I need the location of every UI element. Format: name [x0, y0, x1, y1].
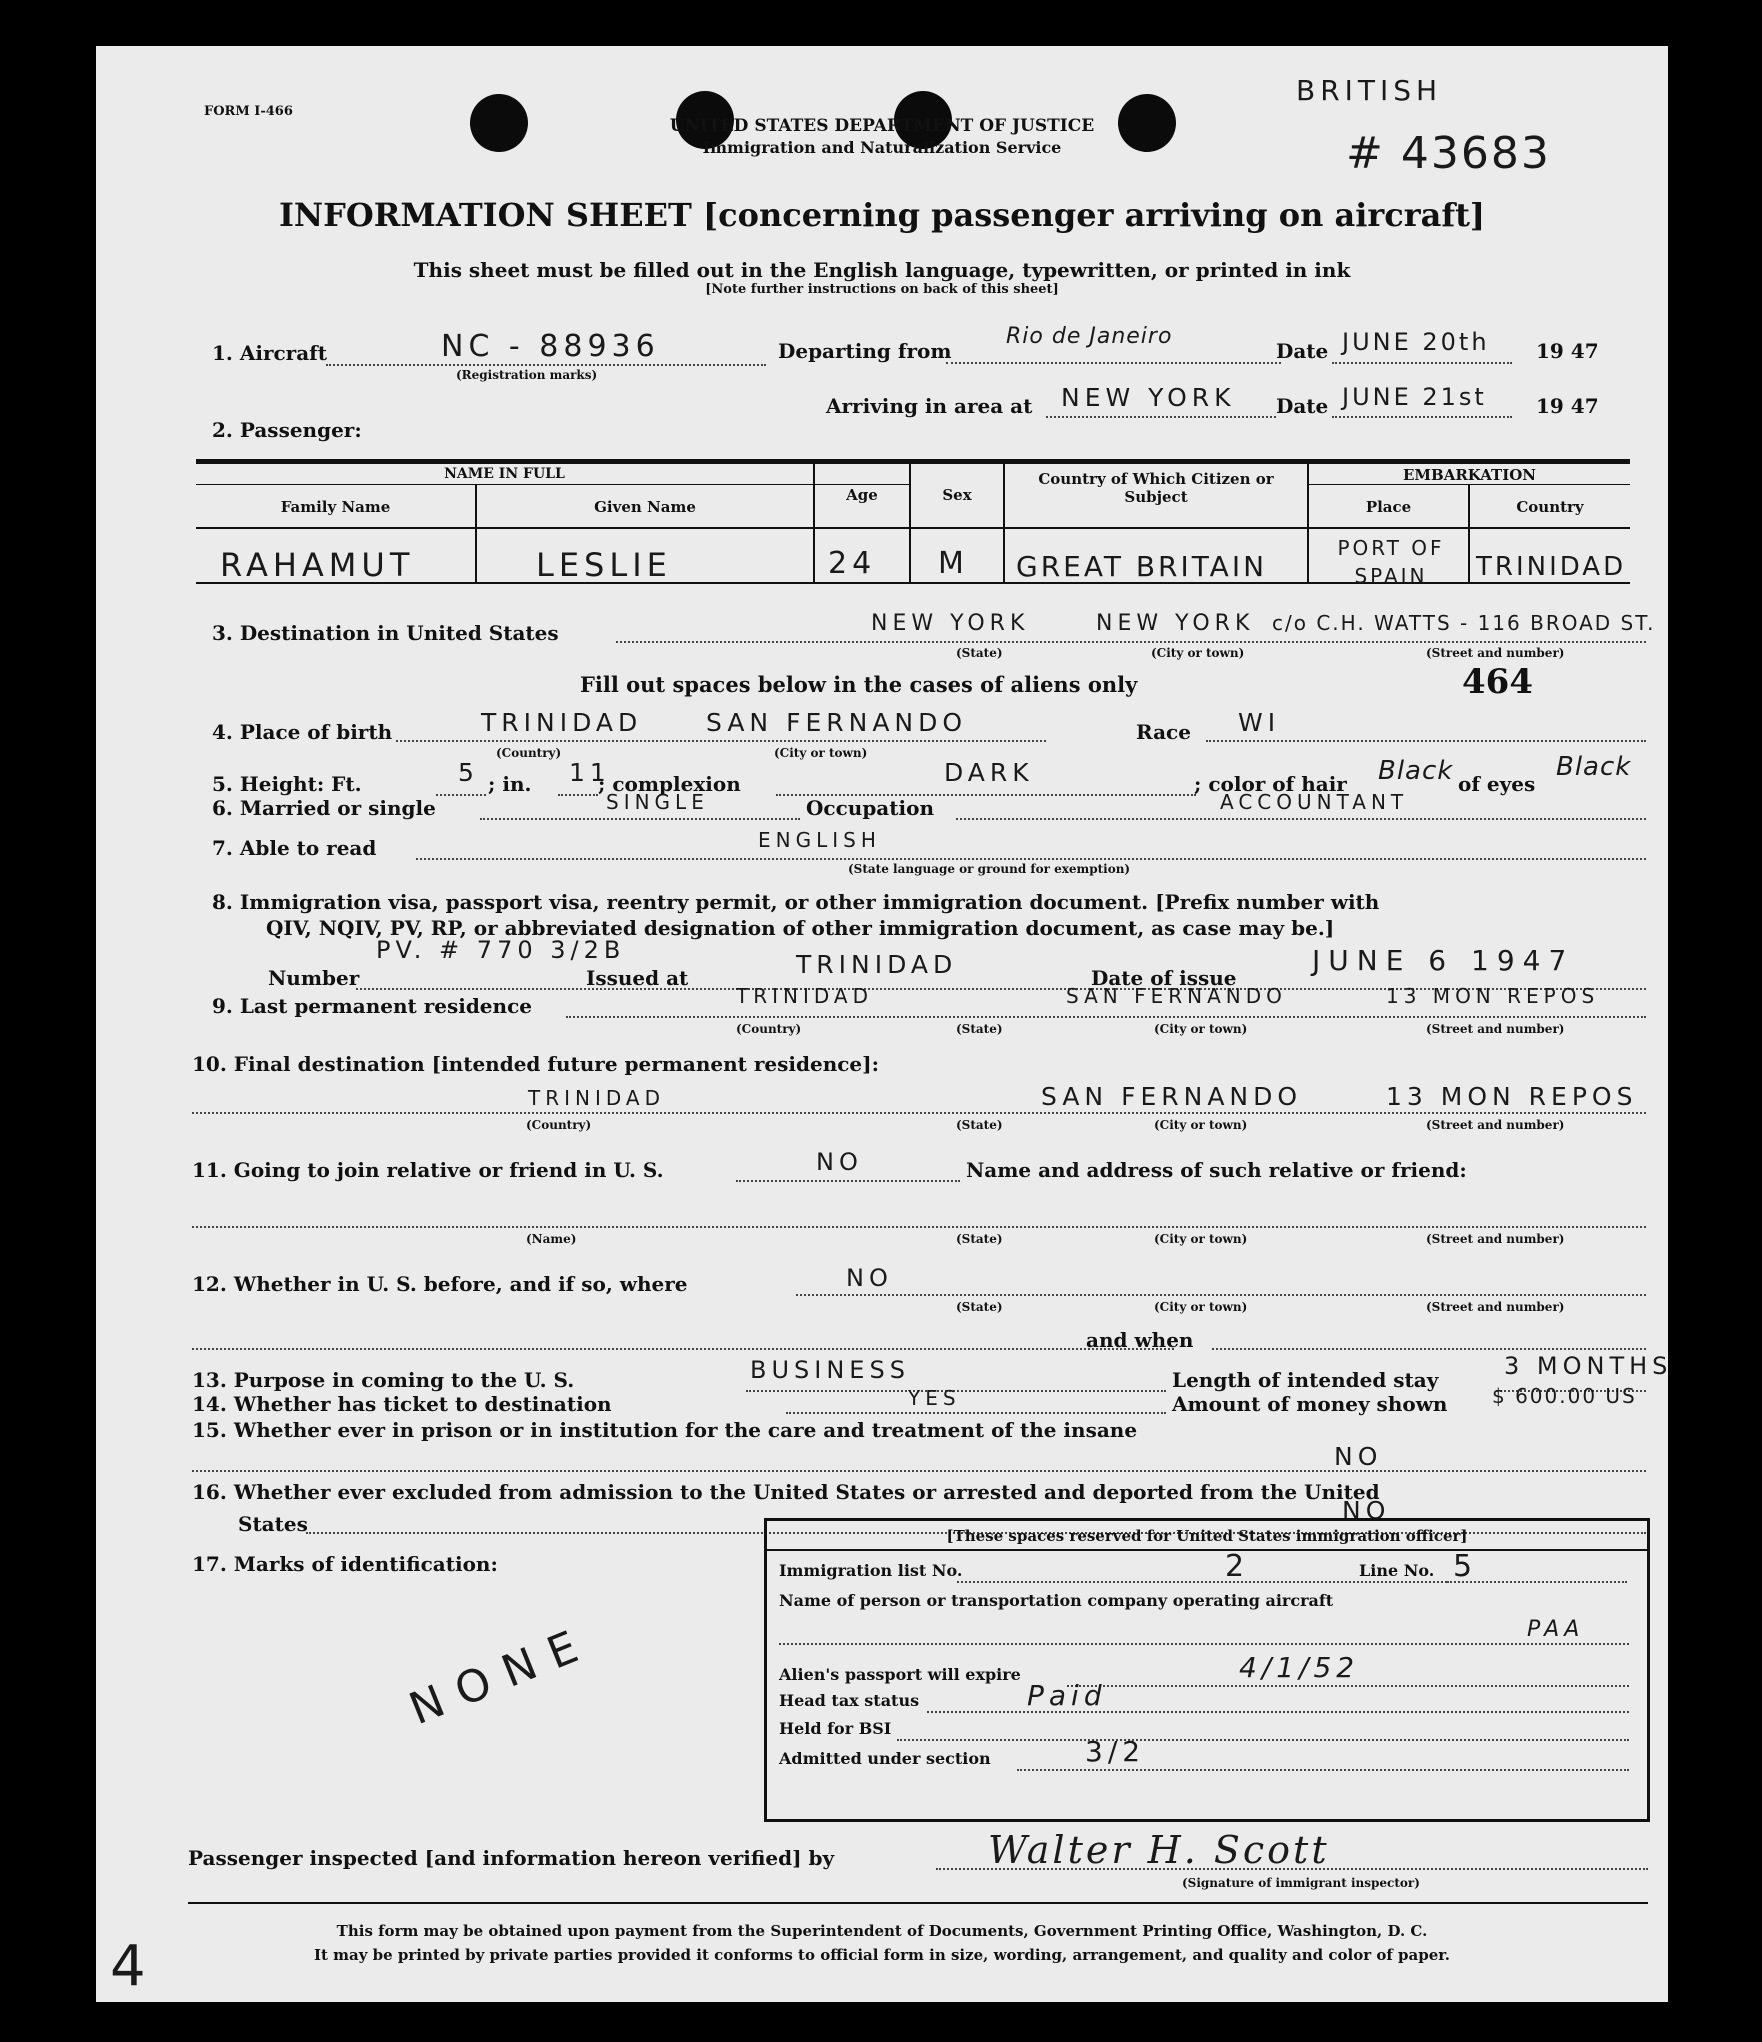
issue-date-label: Date of issue [1091, 966, 1237, 990]
family-name-header: Family Name [280, 498, 391, 516]
stamp-number: 464 [1462, 662, 1533, 702]
last-res-city: SAN FERNANDO [1066, 984, 1287, 1008]
pv-state-caption: (State) [956, 1300, 1003, 1314]
agency: UNITED STATES DEPARTMENT OF JUSTICE [669, 116, 1095, 136]
lr-city-caption: (City or town) [1154, 1022, 1248, 1036]
document-page [96, 46, 1673, 2002]
line-no-value: 5 [1453, 1549, 1478, 1584]
officer-box-header: [These spaces reserved for United States immigration officer] [946, 1527, 1468, 1545]
dest-city-caption: (City or town) [1151, 646, 1245, 660]
dest-state-caption: (State) [956, 646, 1003, 660]
birthplace-label: 4. Place of birth [212, 720, 393, 744]
instruction-note: [Note further instructions on back of this sheet] [705, 282, 1059, 297]
rel-name-caption: (Name) [526, 1232, 577, 1246]
marks-label: 17. Marks of identification: [192, 1552, 498, 1576]
fd-state-caption: (State) [956, 1118, 1003, 1132]
passport-value: 4/1/52 [1239, 1651, 1360, 1684]
money-value: $ 600.00 US [1492, 1384, 1637, 1408]
lr-street-caption: (Street and number) [1426, 1022, 1565, 1036]
dest-street-caption: (Street and number) [1426, 646, 1565, 660]
arriving-label: Arriving in area at [826, 394, 1033, 418]
sex-value: M [938, 546, 969, 581]
rel-city-caption: (City or town) [1154, 1232, 1248, 1246]
aliens-only-note: Fill out spaces below in the cases of aliens only [580, 672, 1138, 697]
rel-state-caption: (State) [956, 1232, 1003, 1246]
stay-value: 3 MONTHS [1504, 1352, 1673, 1380]
passport-label: Alien's passport will expire [779, 1665, 1021, 1684]
document-number: PV. # 770 3/2B [376, 936, 626, 964]
line-no-label: Line No. [1359, 1561, 1435, 1580]
footer-line-1: This form may be obtained upon payment from the Superintendent of Documents, Government Printing Office, Washington, D. C. [336, 1922, 1428, 1940]
inspector-signature: Walter H. Scott [988, 1828, 1330, 1872]
money-label: Amount of money shown [1172, 1392, 1448, 1416]
list-no-value: 2 [1225, 1549, 1250, 1584]
and-when-label: and when [1086, 1328, 1194, 1352]
signature-caption: (Signature of immigrant inspector) [1182, 1876, 1420, 1890]
read-value: ENGLISH [758, 828, 881, 852]
lr-state-caption: (State) [956, 1022, 1003, 1036]
destination-state: NEW YORK [871, 611, 1030, 636]
sex-header: Sex [942, 486, 972, 504]
departing-value: Rio de Janeiro [1006, 324, 1173, 349]
departure-date: JUNE 20th [1342, 328, 1490, 356]
embark-country-header: Country [1516, 498, 1584, 516]
given-name-value: LESLIE [536, 546, 672, 584]
relative-value: NO [816, 1148, 863, 1176]
departure-year: 19 47 [1536, 339, 1599, 363]
excluded-label-cont: States [238, 1512, 308, 1536]
reg-caption: (Registration marks) [456, 368, 598, 382]
prison-label: 15. Whether ever in prison or in institution for the care and treatment of the insane [192, 1418, 1138, 1442]
birth-country-caption: (Country) [496, 746, 562, 760]
age-header: Age [846, 486, 878, 504]
final-destination-label: 10. Final destination [intended future permanent residence]: [192, 1052, 880, 1076]
issued-label: Issued at [586, 966, 689, 990]
stay-label: Length of intended stay [1172, 1368, 1439, 1392]
service: Immigration and Naturalization Service [702, 138, 1062, 157]
fd-country-caption: (Country) [526, 1118, 592, 1132]
company-value: PAA [1527, 1617, 1585, 1642]
footer-line-2: It may be printed by private parties provided it conforms to official form in size, wording, arrangement, and quality and color of paper. [313, 1946, 1451, 1964]
passenger-label: 2. Passenger: [212, 418, 362, 442]
issue-date-value: JUNE 6 1947 [1312, 944, 1575, 977]
bsi-label: Held for BSI [779, 1719, 892, 1738]
last-res-street: 13 MON REPOS [1386, 984, 1600, 1008]
complexion-value: DARK [944, 758, 1034, 787]
admitted-value: 3/2 [1085, 1735, 1146, 1768]
form-id: FORM I-466 [204, 104, 293, 119]
embark-country-value: TRINIDAD [1476, 552, 1627, 582]
last-res-country: TRINIDAD [736, 984, 874, 1008]
lr-country-caption: (Country) [736, 1022, 802, 1036]
margin-mark: 4 [110, 1934, 151, 1999]
birth-country: TRINIDAD [481, 708, 643, 737]
last-residence-label: 9. Last permanent residence [212, 994, 532, 1018]
previous-visit-label: 12. Whether in U. S. before, and if so, where [192, 1272, 688, 1296]
previous-visit-value: NO [846, 1264, 893, 1292]
final-country: TRINIDAD [528, 1086, 666, 1110]
instruction-line: This sheet must be filled out in the English language, typewritten, or printed in ink [413, 258, 1351, 282]
relative-address-label: Name and address of such relative or friend: [966, 1158, 1467, 1182]
headtax-value: Paid [1027, 1679, 1107, 1712]
citizenship-value: GREAT BRITAIN [1016, 550, 1268, 583]
final-city: SAN FERNANDO [1041, 1082, 1303, 1111]
departing-label: Departing from [778, 339, 952, 363]
inspected-label: Passenger inspected [and information hereon verified] by [188, 1846, 835, 1870]
document-label-cont: QIV, NQIV, PV, RP, or abbreviated designation of other immigration document, as case may be.] [266, 916, 1335, 940]
place-header: Place [1365, 498, 1412, 516]
birth-city-caption: (City or town) [774, 746, 868, 760]
arrival-date: JUNE 21st [1342, 383, 1487, 411]
inches-label: ; in. [488, 772, 532, 796]
prison-value: NO [1334, 1442, 1383, 1471]
height-label: 5. Height: Ft. [212, 772, 362, 796]
marital-value: SINGLE [606, 790, 709, 814]
name-in-full-header: NAME IN FULL [444, 466, 565, 482]
arriving-value: NEW YORK [1061, 383, 1236, 412]
final-street: 13 MON REPOS [1386, 1082, 1638, 1111]
arrival-year: 19 47 [1536, 394, 1599, 418]
occupation-value: ACCOUNTANT [1220, 790, 1409, 814]
rel-street-caption: (Street and number) [1426, 1232, 1565, 1246]
fd-city-caption: (City or town) [1154, 1118, 1248, 1132]
race-value: WI [1238, 708, 1281, 737]
complexion-label: ; complexion [598, 772, 741, 796]
list-no-label: Immigration list No. [779, 1561, 963, 1580]
headtax-label: Head tax status [779, 1691, 920, 1710]
marital-label: 6. Married or single [212, 796, 436, 820]
citizenship-header: Country of Which Citizen or Subject [1038, 470, 1274, 506]
hair-label: ; color of hair [1194, 772, 1347, 796]
file-note-number: # 43683 [1346, 128, 1551, 179]
ticket-label: 14. Whether has ticket to destination [192, 1392, 612, 1416]
height-in: 11 [569, 758, 611, 787]
aircraft-reg: NC - 88936 [441, 329, 660, 364]
excluded-value: NO [1342, 1496, 1391, 1525]
form-title: INFORMATION SHEET [concerning passenger arriving on aircraft] [278, 196, 1486, 234]
race-label: Race [1136, 720, 1191, 744]
marks-value: NONE [402, 1615, 600, 1736]
eyes-label: of eyes [1458, 772, 1536, 796]
aircraft-label: 1. Aircraft [212, 341, 328, 365]
family-name-value: RAHAMUT [220, 546, 415, 584]
officer-box [764, 1518, 1650, 1822]
embarkation-header: EMBARKATION [1402, 466, 1537, 484]
hair-value: Black [1378, 756, 1454, 786]
admitted-label: Admitted under section [779, 1749, 991, 1768]
purpose-label: 13. Purpose in coming to the U. S. [192, 1368, 575, 1392]
pv-city-caption: (City or town) [1154, 1300, 1248, 1314]
excluded-label: 16. Whether ever excluded from admission to the United States or arrested and deported from the United [192, 1480, 1380, 1504]
read-label: 7. Able to read [212, 836, 377, 860]
file-note-word: BRITISH [1296, 74, 1443, 107]
destination-street: c/o C.H. WATTS - 116 BROAD ST. [1272, 611, 1656, 635]
arrival-date-label: Date [1276, 394, 1329, 418]
document-label: 8. Immigration visa, passport visa, reentry permit, or other immigration document. [Prefix number with [212, 890, 1380, 914]
issued-at-value: TRINIDAD [796, 950, 958, 979]
pv-street-caption: (Street and number) [1426, 1300, 1565, 1314]
purpose-value: BUSINESS [750, 1356, 910, 1384]
given-name-header: Given Name [594, 498, 696, 516]
destination-label: 3. Destination in United States [212, 621, 559, 645]
eyes-value: Black [1556, 752, 1632, 782]
occupation-label: Occupation [806, 796, 934, 820]
age-value: 24 [828, 546, 877, 581]
birth-city: SAN FERNANDO [706, 708, 968, 737]
date-label: Date [1276, 339, 1329, 363]
company-label: Name of person or transportation company operating aircraft [779, 1591, 1334, 1610]
destination-city: NEW YORK [1096, 611, 1255, 636]
read-caption: (State language or ground for exemption) [848, 862, 1131, 876]
ticket-value: YES [908, 1386, 961, 1410]
number-label: Number [268, 966, 360, 990]
height-ft: 5 [458, 758, 479, 787]
relative-label: 11. Going to join relative or friend in U. S. [192, 1158, 664, 1182]
fd-street-caption: (Street and number) [1426, 1118, 1565, 1132]
embark-place-value: PORT OF SPAIN [1337, 536, 1445, 588]
